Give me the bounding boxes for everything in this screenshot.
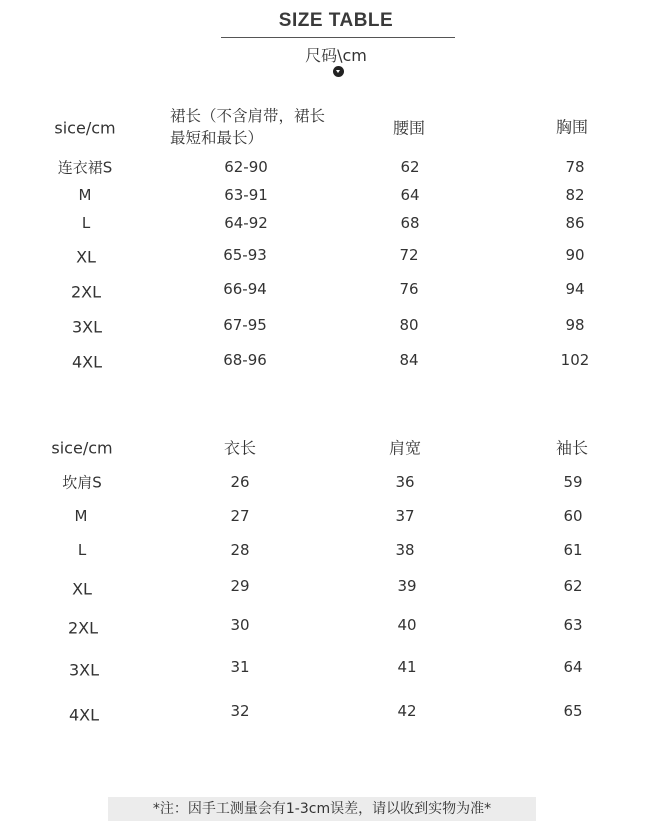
measurement-note: *注：因手工测量会有1-3cm误差，请以收到实物为准*	[108, 797, 536, 821]
table1-header-size: sice/cm	[54, 118, 116, 138]
waist-value: 76	[399, 280, 419, 298]
chevron-down-icon	[333, 66, 344, 77]
table2-header-shoulder: 肩宽	[388, 438, 422, 458]
size-label: XL	[76, 247, 96, 267]
table1-header-bust: 胸围	[555, 117, 589, 137]
sleeve-value: 61	[563, 541, 583, 559]
shoulder-value: 37	[395, 507, 415, 525]
waist-value: 72	[399, 246, 419, 264]
size-label: 4XL	[71, 352, 103, 372]
sleeve-value: 63	[563, 616, 583, 634]
bust-value: 82	[565, 186, 585, 204]
sleeve-value: 65	[563, 702, 583, 720]
bust-value: 98	[565, 316, 585, 334]
length-value: 29	[230, 577, 250, 595]
waist-value: 68	[400, 214, 420, 232]
sleeve-value: 64	[563, 658, 583, 676]
length-value: 31	[230, 658, 250, 676]
shoulder-value: 42	[397, 702, 417, 720]
sleeve-value: 62	[563, 577, 583, 595]
table2-header-sleeve: 袖长	[555, 438, 589, 458]
waist-value: 64	[400, 186, 420, 204]
shoulder-value: 36	[395, 473, 415, 491]
table1-header-length: 裙长（不含肩带，裙长最短和最长）	[170, 107, 326, 147]
bust-value: 78	[565, 158, 585, 176]
length-value: 26	[230, 473, 250, 491]
length-value: 65-93	[223, 246, 267, 264]
title-divider	[221, 37, 455, 38]
size-label: 2XL	[67, 618, 99, 638]
waist-value: 80	[399, 316, 419, 334]
table1-header-waist: 腰围	[392, 118, 426, 138]
shoulder-value: 39	[397, 577, 417, 595]
table2-header-length: 衣长	[223, 438, 257, 458]
size-label: XL	[72, 579, 92, 599]
shoulder-value: 41	[397, 658, 417, 676]
length-value: 64-92	[224, 214, 268, 232]
length-value: 68-96	[223, 351, 267, 369]
size-label: 4XL	[68, 705, 100, 725]
length-value: 62-90	[224, 158, 268, 176]
page-subtitle: 尺码\cm	[305, 46, 367, 65]
length-value: 66-94	[223, 280, 267, 298]
sleeve-value: 59	[563, 473, 583, 491]
size-label: M	[78, 186, 92, 204]
shoulder-value: 40	[397, 616, 417, 634]
length-value: 28	[230, 541, 250, 559]
bust-value: 94	[565, 280, 585, 298]
size-label: L	[81, 214, 91, 232]
length-value: 27	[230, 507, 250, 525]
size-label: 坎肩S	[62, 473, 102, 492]
waist-value: 84	[399, 351, 419, 369]
shoulder-value: 38	[395, 541, 415, 559]
length-value: 63-91	[224, 186, 268, 204]
size-label: L	[77, 541, 87, 559]
table2-header-size: sice/cm	[51, 438, 113, 458]
length-value: 67-95	[223, 316, 267, 334]
length-value: 30	[230, 616, 250, 634]
size-label: 3XL	[68, 660, 100, 680]
sleeve-value: 60	[563, 507, 583, 525]
size-label: M	[74, 507, 88, 525]
size-label: 2XL	[70, 282, 102, 302]
waist-value: 62	[400, 158, 420, 176]
size-label: 3XL	[71, 317, 103, 337]
bust-value: 102	[560, 351, 590, 369]
bust-value: 90	[565, 246, 585, 264]
bust-value: 86	[565, 214, 585, 232]
size-label: 连衣裙S	[57, 158, 113, 177]
length-value: 32	[230, 702, 250, 720]
page-title: SIZE TABLE	[278, 10, 394, 31]
